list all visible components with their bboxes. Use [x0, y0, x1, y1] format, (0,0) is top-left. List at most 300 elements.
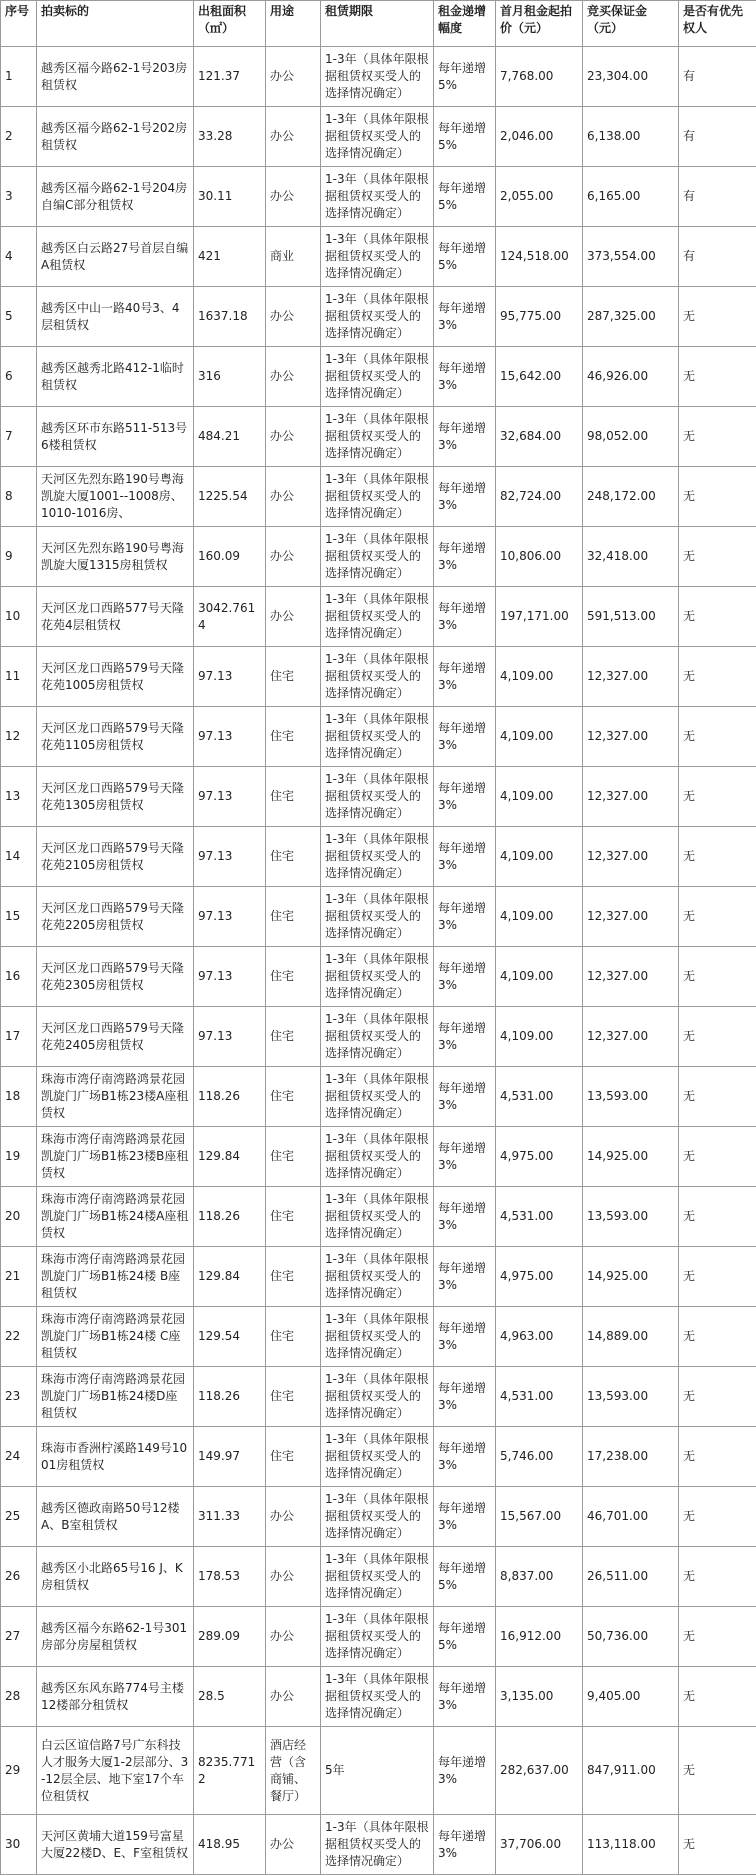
start-rent-cell: 4,531.00: [496, 1067, 583, 1127]
usage-cell: 住宅: [266, 1127, 321, 1187]
table-header-row: [1, 1, 756, 47]
table-row: [1, 1247, 756, 1307]
deposit-cell: 14,889.00: [583, 1307, 679, 1367]
start-rent-cell: 124,518.00: [496, 227, 583, 287]
lease-term-cell: 1-3年（具体年限根据租赁权买受人的选择情况确定）: [321, 287, 434, 347]
area-cell: 118.26: [194, 1067, 266, 1127]
start-rent-cell: 15,642.00: [496, 347, 583, 407]
increase-rate-cell: 每年递增3%: [434, 287, 496, 347]
usage-cell: 办公: [266, 1607, 321, 1667]
start-rent-cell: 95,775.00: [496, 287, 583, 347]
priority-cell: 无: [679, 1367, 756, 1427]
row-number: 18: [1, 1067, 37, 1127]
lease-term-cell: 1-3年（具体年限根据租赁权买受人的选择情况确定）: [321, 1815, 434, 1875]
usage-cell: 办公: [266, 347, 321, 407]
increase-rate-cell: 每年递增3%: [434, 407, 496, 467]
priority-cell: 无: [679, 1427, 756, 1487]
usage-cell: 办公: [266, 1667, 321, 1727]
increase-rate-cell: 每年递增5%: [434, 1607, 496, 1667]
row-number: 19: [1, 1127, 37, 1187]
start-rent-cell: 2,046.00: [496, 107, 583, 167]
area-cell: 97.13: [194, 947, 266, 1007]
start-rent-cell: 4,109.00: [496, 707, 583, 767]
table-row: [1, 47, 756, 107]
lease-term-cell: 1-3年（具体年限根据租赁权买受人的选择情况确定）: [321, 827, 434, 887]
row-number: 25: [1, 1487, 37, 1547]
start-rent-cell: 4,963.00: [496, 1307, 583, 1367]
start-rent-cell: 32,684.00: [496, 407, 583, 467]
increase-rate-cell: 每年递增3%: [434, 527, 496, 587]
increase-rate-cell: 每年递增5%: [434, 167, 496, 227]
property-name: 天河区龙口西路577号天隆花苑4层租赁权: [37, 587, 194, 647]
property-name: 越秀区中山一路40号3、4层租赁权: [37, 287, 194, 347]
start-rent-cell: 282,637.00: [496, 1727, 583, 1815]
deposit-cell: 23,304.00: [583, 47, 679, 107]
row-number: 4: [1, 227, 37, 287]
start-rent-cell: 4,531.00: [496, 1187, 583, 1247]
lease-term-cell: 1-3年（具体年限根据租赁权买受人的选择情况确定）: [321, 707, 434, 767]
increase-rate-cell: 每年递增3%: [434, 1727, 496, 1815]
area-cell: 160.09: [194, 527, 266, 587]
lease-term-cell: 1-3年（具体年限根据租赁权买受人的选择情况确定）: [321, 47, 434, 107]
property-name: 珠海市湾仔南湾路鸿景花园凯旋门广场B1栋24楼A座租赁权: [37, 1187, 194, 1247]
area-cell: 418.95: [194, 1815, 266, 1875]
property-name: 珠海市湾仔南湾路鸿景花园凯旋门广场B1栋23楼B座租赁权: [37, 1127, 194, 1187]
table-row: [1, 1607, 756, 1667]
table-row: [1, 227, 756, 287]
usage-cell: 住宅: [266, 707, 321, 767]
priority-cell: 有: [679, 167, 756, 227]
deposit-cell: 12,327.00: [583, 647, 679, 707]
priority-cell: 无: [679, 527, 756, 587]
area-cell: 311.33: [194, 1487, 266, 1547]
priority-cell: 有: [679, 107, 756, 167]
property-name: 越秀区环市东路511-513号6楼租赁权: [37, 407, 194, 467]
start-rent-cell: 197,171.00: [496, 587, 583, 647]
table-row: [1, 887, 756, 947]
header-cell: 租金递增幅度: [434, 1, 496, 47]
area-cell: 289.09: [194, 1607, 266, 1667]
lease-term-cell: 1-3年（具体年限根据租赁权买受人的选择情况确定）: [321, 107, 434, 167]
row-number: 26: [1, 1547, 37, 1607]
lease-term-cell: 1-3年（具体年限根据租赁权买受人的选择情况确定）: [321, 647, 434, 707]
table-row: [1, 647, 756, 707]
deposit-cell: 14,925.00: [583, 1247, 679, 1307]
area-cell: 97.13: [194, 1007, 266, 1067]
deposit-cell: 14,925.00: [583, 1127, 679, 1187]
lease-term-cell: 1-3年（具体年限根据租赁权买受人的选择情况确定）: [321, 167, 434, 227]
header-cell: 用途: [266, 1, 321, 47]
deposit-cell: 591,513.00: [583, 587, 679, 647]
area-cell: 129.54: [194, 1307, 266, 1367]
row-number: 13: [1, 767, 37, 827]
usage-cell: 办公: [266, 527, 321, 587]
usage-cell: 住宅: [266, 947, 321, 1007]
property-name: 越秀区东风东路774号主楼12楼部分租赁权: [37, 1667, 194, 1727]
deposit-cell: 9,405.00: [583, 1667, 679, 1727]
lease-term-cell: 1-3年（具体年限根据租赁权买受人的选择情况确定）: [321, 1187, 434, 1247]
increase-rate-cell: 每年递增3%: [434, 467, 496, 527]
deposit-cell: 32,418.00: [583, 527, 679, 587]
increase-rate-cell: 每年递增3%: [434, 1367, 496, 1427]
row-number: 23: [1, 1367, 37, 1427]
area-cell: 1637.18: [194, 287, 266, 347]
deposit-cell: 12,327.00: [583, 947, 679, 1007]
row-number: 28: [1, 1667, 37, 1727]
row-number: 6: [1, 347, 37, 407]
property-name: 天河区先烈东路190号粤海凯旋大厦1001--1008房、1010-1016房、: [37, 467, 194, 527]
deposit-cell: 12,327.00: [583, 767, 679, 827]
deposit-cell: 113,118.00: [583, 1815, 679, 1875]
start-rent-cell: 37,706.00: [496, 1815, 583, 1875]
area-cell: 1225.54: [194, 467, 266, 527]
row-number: 10: [1, 587, 37, 647]
property-name: 天河区龙口西路579号天隆花苑2305房租赁权: [37, 947, 194, 1007]
increase-rate-cell: 每年递增3%: [434, 347, 496, 407]
start-rent-cell: 4,109.00: [496, 947, 583, 1007]
header-cell: 是否有优先权人: [679, 1, 756, 47]
priority-cell: 无: [679, 347, 756, 407]
area-cell: 97.13: [194, 707, 266, 767]
deposit-cell: 98,052.00: [583, 407, 679, 467]
lease-term-cell: 1-3年（具体年限根据租赁权买受人的选择情况确定）: [321, 1487, 434, 1547]
priority-cell: 无: [679, 1727, 756, 1815]
priority-cell: 无: [679, 767, 756, 827]
lease-term-cell: 1-3年（具体年限根据租赁权买受人的选择情况确定）: [321, 1427, 434, 1487]
lease-term-cell: 1-3年（具体年限根据租赁权买受人的选择情况确定）: [321, 407, 434, 467]
usage-cell: 住宅: [266, 1187, 321, 1247]
area-cell: 30.11: [194, 167, 266, 227]
priority-cell: 无: [679, 647, 756, 707]
row-number: 11: [1, 647, 37, 707]
lease-term-cell: 5年: [321, 1727, 434, 1815]
priority-cell: 无: [679, 1007, 756, 1067]
usage-cell: 酒店经营（含商铺、餐厅）: [266, 1727, 321, 1815]
row-number: 29: [1, 1727, 37, 1815]
table-row: [1, 1067, 756, 1127]
increase-rate-cell: 每年递增3%: [434, 707, 496, 767]
deposit-cell: 13,593.00: [583, 1367, 679, 1427]
priority-cell: 无: [679, 1607, 756, 1667]
row-number: 1: [1, 47, 37, 107]
increase-rate-cell: 每年递增3%: [434, 1067, 496, 1127]
increase-rate-cell: 每年递增3%: [434, 827, 496, 887]
usage-cell: 住宅: [266, 887, 321, 947]
area-cell: 97.13: [194, 647, 266, 707]
property-name: 越秀区白云路27号首层自编A租赁权: [37, 227, 194, 287]
property-name: 天河区黄埔大道159号富星大厦22楼D、E、F室租赁权: [37, 1815, 194, 1875]
header-cell: 拍卖标的: [37, 1, 194, 47]
start-rent-cell: 3,135.00: [496, 1667, 583, 1727]
row-number: 22: [1, 1307, 37, 1367]
deposit-cell: 847,911.00: [583, 1727, 679, 1815]
usage-cell: 办公: [266, 407, 321, 467]
table-row: [1, 1487, 756, 1547]
increase-rate-cell: 每年递增3%: [434, 1815, 496, 1875]
row-number: 17: [1, 1007, 37, 1067]
table-row: [1, 1367, 756, 1427]
property-name: 珠海市湾仔南湾路鸿景花园凯旋门广场B1栋23楼A座租赁权: [37, 1067, 194, 1127]
start-rent-cell: 4,109.00: [496, 1007, 583, 1067]
table-row: [1, 1307, 756, 1367]
usage-cell: 办公: [266, 467, 321, 527]
table-row: [1, 1727, 756, 1815]
property-name: 天河区龙口西路579号天隆花苑1005房租赁权: [37, 647, 194, 707]
usage-cell: 住宅: [266, 1247, 321, 1307]
start-rent-cell: 7,768.00: [496, 47, 583, 107]
priority-cell: 无: [679, 1187, 756, 1247]
lease-term-cell: 1-3年（具体年限根据租赁权买受人的选择情况确定）: [321, 527, 434, 587]
deposit-cell: 26,511.00: [583, 1547, 679, 1607]
area-cell: 316: [194, 347, 266, 407]
table-row: [1, 1427, 756, 1487]
start-rent-cell: 4,109.00: [496, 887, 583, 947]
table-row: [1, 587, 756, 647]
start-rent-cell: 4,531.00: [496, 1367, 583, 1427]
priority-cell: 无: [679, 407, 756, 467]
priority-cell: 无: [679, 1547, 756, 1607]
lease-term-cell: 1-3年（具体年限根据租赁权买受人的选择情况确定）: [321, 887, 434, 947]
deposit-cell: 12,327.00: [583, 707, 679, 767]
usage-cell: 住宅: [266, 647, 321, 707]
row-number: 8: [1, 467, 37, 527]
area-cell: 129.84: [194, 1247, 266, 1307]
property-name: 天河区龙口西路579号天隆花苑2405房租赁权: [37, 1007, 194, 1067]
usage-cell: 住宅: [266, 827, 321, 887]
property-name: 越秀区越秀北路412-1临时租赁权: [37, 347, 194, 407]
increase-rate-cell: 每年递增3%: [434, 947, 496, 1007]
priority-cell: 无: [679, 1667, 756, 1727]
deposit-cell: 17,238.00: [583, 1427, 679, 1487]
table-row: [1, 347, 756, 407]
deposit-cell: 12,327.00: [583, 827, 679, 887]
header-cell: 序号: [1, 1, 37, 47]
table-row: [1, 947, 756, 1007]
usage-cell: 住宅: [266, 767, 321, 827]
lease-term-cell: 1-3年（具体年限根据租赁权买受人的选择情况确定）: [321, 1667, 434, 1727]
area-cell: 3042.7614: [194, 587, 266, 647]
priority-cell: 无: [679, 1067, 756, 1127]
deposit-cell: 46,926.00: [583, 347, 679, 407]
table-row: [1, 1547, 756, 1607]
usage-cell: 办公: [266, 1815, 321, 1875]
increase-rate-cell: 每年递增3%: [434, 1487, 496, 1547]
property-name: 天河区龙口西路579号天隆花苑1105房租赁权: [37, 707, 194, 767]
lease-term-cell: 1-3年（具体年限根据租赁权买受人的选择情况确定）: [321, 1127, 434, 1187]
usage-cell: 住宅: [266, 1427, 321, 1487]
start-rent-cell: 4,975.00: [496, 1127, 583, 1187]
priority-cell: 有: [679, 47, 756, 107]
priority-cell: 无: [679, 707, 756, 767]
property-name: 珠海市香洲柠溪路149号1001房租赁权: [37, 1427, 194, 1487]
lease-term-cell: 1-3年（具体年限根据租赁权买受人的选择情况确定）: [321, 1547, 434, 1607]
property-name: 越秀区福今东路62-1号301房部分房屋租赁权: [37, 1607, 194, 1667]
property-name: 越秀区小北路65号16 J、K房租赁权: [37, 1547, 194, 1607]
property-name: 珠海市湾仔南湾路鸿景花园凯旋门广场B1栋24楼 B座租赁权: [37, 1247, 194, 1307]
area-cell: 118.26: [194, 1187, 266, 1247]
increase-rate-cell: 每年递增3%: [434, 767, 496, 827]
increase-rate-cell: 每年递增3%: [434, 1307, 496, 1367]
table-row: [1, 407, 756, 467]
row-number: 24: [1, 1427, 37, 1487]
priority-cell: 有: [679, 227, 756, 287]
area-cell: 8235.7712: [194, 1727, 266, 1815]
property-name: 越秀区福今路62-1号202房租赁权: [37, 107, 194, 167]
usage-cell: 办公: [266, 1487, 321, 1547]
deposit-cell: 12,327.00: [583, 887, 679, 947]
lease-term-cell: 1-3年（具体年限根据租赁权买受人的选择情况确定）: [321, 1247, 434, 1307]
property-name: 白云区谊信路7号广东科技人才服务大厦1-2层部分、3-12层全层、地下室17个车位租赁权: [37, 1727, 194, 1815]
lease-term-cell: 1-3年（具体年限根据租赁权买受人的选择情况确定）: [321, 347, 434, 407]
deposit-cell: 6,138.00: [583, 107, 679, 167]
increase-rate-cell: 每年递增3%: [434, 1427, 496, 1487]
row-number: 20: [1, 1187, 37, 1247]
usage-cell: 住宅: [266, 1307, 321, 1367]
increase-rate-cell: 每年递增3%: [434, 1187, 496, 1247]
area-cell: 97.13: [194, 887, 266, 947]
priority-cell: 无: [679, 827, 756, 887]
header-cell: 竞买保证金（元）: [583, 1, 679, 47]
usage-cell: 住宅: [266, 1067, 321, 1127]
deposit-cell: 6,165.00: [583, 167, 679, 227]
lease-term-cell: 1-3年（具体年限根据租赁权买受人的选择情况确定）: [321, 767, 434, 827]
lease-term-cell: 1-3年（具体年限根据租赁权买受人的选择情况确定）: [321, 1007, 434, 1067]
priority-cell: 无: [679, 287, 756, 347]
area-cell: 149.97: [194, 1427, 266, 1487]
start-rent-cell: 4,109.00: [496, 647, 583, 707]
usage-cell: 办公: [266, 587, 321, 647]
priority-cell: 无: [679, 467, 756, 527]
deposit-cell: 13,593.00: [583, 1067, 679, 1127]
table-row: [1, 1667, 756, 1727]
usage-cell: 商业: [266, 227, 321, 287]
increase-rate-cell: 每年递增5%: [434, 227, 496, 287]
table-row: [1, 527, 756, 587]
area-cell: 129.84: [194, 1127, 266, 1187]
priority-cell: 无: [679, 947, 756, 1007]
start-rent-cell: 4,109.00: [496, 767, 583, 827]
start-rent-cell: 10,806.00: [496, 527, 583, 587]
increase-rate-cell: 每年递增3%: [434, 587, 496, 647]
usage-cell: 办公: [266, 47, 321, 107]
priority-cell: 无: [679, 887, 756, 947]
property-name: 珠海市湾仔南湾路鸿景花园凯旋门广场B1栋24楼 C座租赁权: [37, 1307, 194, 1367]
area-cell: 28.5: [194, 1667, 266, 1727]
usage-cell: 办公: [266, 107, 321, 167]
row-number: 21: [1, 1247, 37, 1307]
property-name: 天河区龙口西路579号天隆花苑2105房租赁权: [37, 827, 194, 887]
deposit-cell: 46,701.00: [583, 1487, 679, 1547]
table-row: [1, 827, 756, 887]
priority-cell: 无: [679, 1307, 756, 1367]
header-cell: 首月租金起拍价（元）: [496, 1, 583, 47]
row-number: 3: [1, 167, 37, 227]
property-name: 天河区龙口西路579号天隆花苑2205房租赁权: [37, 887, 194, 947]
priority-cell: 无: [679, 1487, 756, 1547]
start-rent-cell: 16,912.00: [496, 1607, 583, 1667]
usage-cell: 住宅: [266, 1367, 321, 1427]
increase-rate-cell: 每年递增3%: [434, 1247, 496, 1307]
table-row: [1, 1187, 756, 1247]
usage-cell: 办公: [266, 287, 321, 347]
priority-cell: 无: [679, 1127, 756, 1187]
usage-cell: 办公: [266, 1547, 321, 1607]
header-cell: 出租面积（㎡）: [194, 1, 266, 47]
property-name: 越秀区德政南路50号12楼A、B室租赁权: [37, 1487, 194, 1547]
start-rent-cell: 8,837.00: [496, 1547, 583, 1607]
start-rent-cell: 82,724.00: [496, 467, 583, 527]
lease-term-cell: 1-3年（具体年限根据租赁权买受人的选择情况确定）: [321, 1307, 434, 1367]
priority-cell: 无: [679, 1247, 756, 1307]
area-cell: 421: [194, 227, 266, 287]
property-name: 珠海市湾仔南湾路鸿景花园凯旋门广场B1栋24楼D座租赁权: [37, 1367, 194, 1427]
usage-cell: 住宅: [266, 1007, 321, 1067]
deposit-cell: 248,172.00: [583, 467, 679, 527]
area-cell: 97.13: [194, 767, 266, 827]
row-number: 30: [1, 1815, 37, 1875]
deposit-cell: 373,554.00: [583, 227, 679, 287]
area-cell: 484.21: [194, 407, 266, 467]
table-row: [1, 107, 756, 167]
row-number: 2: [1, 107, 37, 167]
increase-rate-cell: 每年递增5%: [434, 1547, 496, 1607]
start-rent-cell: 15,567.00: [496, 1487, 583, 1547]
property-name: 越秀区福今路62-1号204房自编C部分租赁权: [37, 167, 194, 227]
header-cell: 租赁期限: [321, 1, 434, 47]
row-number: 7: [1, 407, 37, 467]
lease-term-cell: 1-3年（具体年限根据租赁权买受人的选择情况确定）: [321, 587, 434, 647]
row-number: 15: [1, 887, 37, 947]
row-number: 5: [1, 287, 37, 347]
lease-term-cell: 1-3年（具体年限根据租赁权买受人的选择情况确定）: [321, 1367, 434, 1427]
table-row: [1, 1127, 756, 1187]
lease-term-cell: 1-3年（具体年限根据租赁权买受人的选择情况确定）: [321, 947, 434, 1007]
lease-term-cell: 1-3年（具体年限根据租赁权买受人的选择情况确定）: [321, 1607, 434, 1667]
lease-term-cell: 1-3年（具体年限根据租赁权买受人的选择情况确定）: [321, 227, 434, 287]
deposit-cell: 12,327.00: [583, 1007, 679, 1067]
area-cell: 97.13: [194, 827, 266, 887]
lease-term-cell: 1-3年（具体年限根据租赁权买受人的选择情况确定）: [321, 467, 434, 527]
area-cell: 118.26: [194, 1367, 266, 1427]
deposit-cell: 287,325.00: [583, 287, 679, 347]
property-name: 天河区先烈东路190号粤海凯旋大厦1315房租赁权: [37, 527, 194, 587]
row-number: 14: [1, 827, 37, 887]
table-row: [1, 1007, 756, 1067]
table-row: [1, 767, 756, 827]
increase-rate-cell: 每年递增3%: [434, 1007, 496, 1067]
increase-rate-cell: 每年递增5%: [434, 47, 496, 107]
priority-cell: 无: [679, 587, 756, 647]
increase-rate-cell: 每年递增3%: [434, 647, 496, 707]
start-rent-cell: 4,975.00: [496, 1247, 583, 1307]
deposit-cell: 50,736.00: [583, 1607, 679, 1667]
priority-cell: 无: [679, 1815, 756, 1875]
area-cell: 33.28: [194, 107, 266, 167]
table-row: [1, 467, 756, 527]
table-row: [1, 707, 756, 767]
area-cell: 121.37: [194, 47, 266, 107]
increase-rate-cell: 每年递增3%: [434, 1127, 496, 1187]
row-number: 12: [1, 707, 37, 767]
start-rent-cell: 5,746.00: [496, 1427, 583, 1487]
usage-cell: 办公: [266, 167, 321, 227]
start-rent-cell: 2,055.00: [496, 167, 583, 227]
increase-rate-cell: 每年递增3%: [434, 1667, 496, 1727]
deposit-cell: 13,593.00: [583, 1187, 679, 1247]
row-number: 27: [1, 1607, 37, 1667]
property-name: 天河区龙口西路579号天隆花苑1305房租赁权: [37, 767, 194, 827]
area-cell: 178.53: [194, 1547, 266, 1607]
